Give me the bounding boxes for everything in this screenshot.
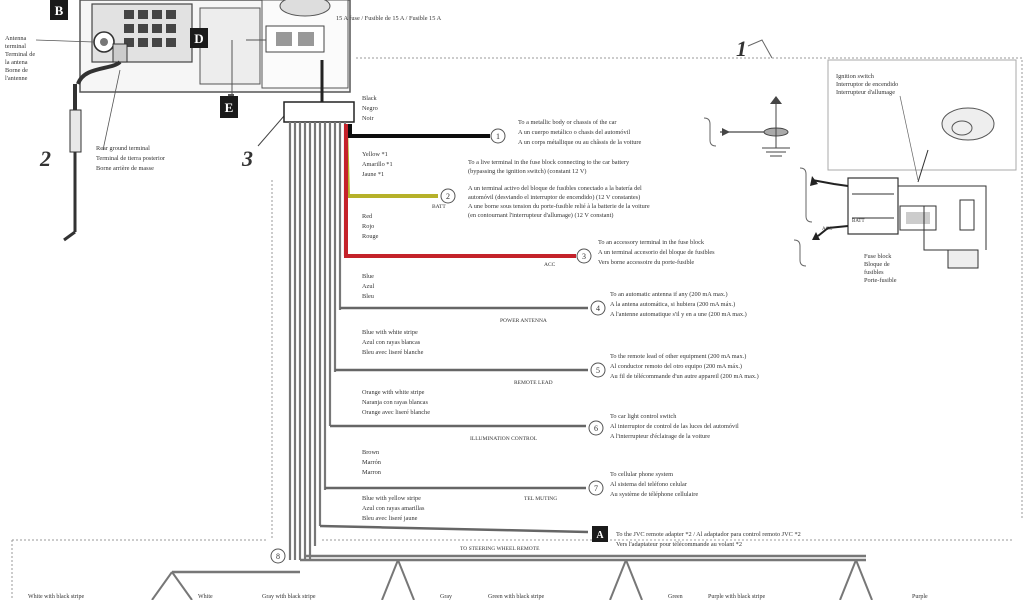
svg-text:7: 7 (594, 484, 598, 493)
svg-text:Green: Green (668, 594, 683, 600)
svg-text:Rear ground terminal: Rear ground terminal (96, 145, 150, 152)
svg-text:Interruptor de encendido: Interruptor de encendido (836, 81, 899, 88)
svg-text:Rouge: Rouge (362, 233, 379, 240)
svg-text:POWER ANTENNA: POWER ANTENNA (500, 318, 547, 324)
svg-text:l'antenne: l'antenne (5, 75, 28, 82)
svg-text:Azul con rayas amarillas: Azul con rayas amarillas (362, 505, 425, 512)
svg-text:Al sistema del teléfono celula: Al sistema del teléfono celular (610, 481, 687, 488)
svg-text:Rojo: Rojo (362, 223, 375, 230)
svg-text:To cellular phone system: To cellular phone system (610, 471, 674, 478)
svg-text:To car light control switch: To car light control switch (610, 413, 677, 420)
svg-text:Vers borne accessoire du porte: Vers borne accessoire du porte-fusible (598, 259, 695, 266)
svg-text:Au fil de télécommande d'un au: Au fil de télécommande d'un autre appareil (200 mA max.) (610, 373, 759, 380)
svg-text:Blue with yellow stripe: Blue with yellow stripe (362, 495, 421, 502)
svg-text:Noir: Noir (362, 115, 374, 122)
svg-text:Jaune *1: Jaune *1 (362, 171, 385, 178)
svg-text:Negro: Negro (362, 105, 378, 112)
svg-text:Au système de téléphone cellul: Au système de téléphone cellulaire (610, 491, 699, 498)
svg-text:ACC: ACC (544, 262, 556, 268)
harness-connector (284, 102, 354, 122)
svg-text:8: 8 (276, 552, 280, 561)
svg-text:1: 1 (496, 132, 500, 141)
svg-text:ILLUMINATION CONTROL: ILLUMINATION CONTROL (470, 436, 538, 442)
rear-ground-label (96, 145, 166, 172)
svg-text:A un cuerpo metálico o chasis: A un cuerpo metálico o chasis del automóvil (518, 129, 631, 136)
callout-3: 3 (242, 146, 253, 171)
descriptions (468, 119, 801, 548)
svg-text:Antenna: Antenna (5, 35, 27, 42)
svg-text:A l'interrupteur d'éclairage d: A l'interrupteur d'éclairage de la voiture (610, 433, 711, 440)
svg-text:Gray: Gray (440, 594, 452, 600)
svg-text:Green with black stripe: Green with black stripe (488, 594, 545, 600)
fuse-block (848, 178, 898, 234)
bracket-1 (704, 118, 716, 146)
svg-text:2: 2 (446, 192, 450, 201)
svg-text:Fuse block: Fuse block (864, 253, 892, 260)
svg-text:B: B (54, 3, 64, 18)
svg-text:Interrupteur d'allumage: Interrupteur d'allumage (836, 89, 896, 96)
svg-text:terminal: terminal (5, 43, 26, 50)
svg-text:Ignition switch: Ignition switch (836, 73, 874, 80)
svg-text:To the remote lead of other eq: To the remote lead of other equipment (200 mA max.) (610, 353, 747, 360)
svg-text:To an accessory terminal in th: To an accessory terminal in the fuse block (598, 239, 705, 246)
svg-text:Blue with white stripe: Blue with white stripe (362, 329, 418, 336)
batt-tag: BATT (852, 219, 865, 224)
svg-text:White with black stripe: White with black stripe (28, 594, 85, 600)
svg-text:A: A (596, 530, 604, 541)
svg-text:To a metallic body or chassis: To a metallic body or chassis of the car (518, 119, 617, 126)
svg-text:To the JVC remote adapter *2 /: To the JVC remote adapter *2 / Al adaptador para control remoto JVC *2 (616, 531, 801, 538)
svg-text:Purple: Purple (912, 594, 928, 600)
chassis-ground (720, 96, 790, 156)
box-label-a (592, 526, 608, 542)
svg-text:Brown: Brown (362, 449, 380, 456)
box-label-e (220, 96, 238, 118)
svg-text:REMOTE LEAD: REMOTE LEAD (514, 380, 553, 386)
svg-text:Marrón: Marrón (362, 459, 381, 466)
svg-text:Azul con rayas blancas: Azul con rayas blancas (362, 339, 421, 346)
svg-text:Azul: Azul (362, 283, 375, 290)
fuse-holder (266, 26, 324, 52)
svg-text:Yellow *1: Yellow *1 (362, 151, 388, 158)
svg-text:A un corps métallique ou au ch: A un corps métallique ou au châssis de la voiture (518, 139, 642, 146)
svg-text:A la antena automática, si hub: A la antena automática, si hubiera (200 mA máx.) (610, 301, 736, 308)
svg-text:Borne de: Borne de (5, 67, 28, 74)
svg-text:Orange with white stripe: Orange with white stripe (362, 389, 425, 396)
svg-text:To an automatic antenna if any: To an automatic antenna if any (200 mA max.) (610, 291, 728, 298)
svg-text:3: 3 (582, 252, 586, 261)
bracket-3 (794, 240, 806, 266)
battery (948, 250, 978, 268)
antenna-terminal-label (5, 35, 35, 82)
svg-text:fusibles: fusibles (864, 269, 884, 276)
svg-text:E: E (224, 100, 234, 115)
svg-text:A un terminal accesorio del bl: A un terminal accesorio del bloque de fusibles (598, 249, 715, 256)
callout-2: 2 (40, 146, 51, 171)
svg-text:Al interruptor de control de l: Al interruptor de control de las luces del automóvil (610, 423, 739, 430)
speaker-wire-labels (28, 594, 928, 600)
svg-text:TO STEERING WHEEL REMOTE: TO STEERING WHEEL REMOTE (460, 546, 540, 552)
fuse-label: 15 A fuse / Fusible de 15 A / Fusible 15 A (336, 15, 442, 22)
svg-text:Orange avec liseré blanche: Orange avec liseré blanche (362, 409, 431, 416)
svg-text:BATT: BATT (432, 204, 446, 210)
svg-text:A un terminal activo del bloqu: A un terminal activo del bloque de fusibles conectado a la batería del (468, 185, 642, 192)
svg-text:TEL MUTING: TEL MUTING (524, 496, 558, 502)
svg-text:automóvil (desviando el interr: automóvil (desviando el interruptor de encendido) (12 V constantes) (468, 194, 641, 201)
svg-text:(bypassing the ignition switch: (bypassing the ignition switch) (constant 12 V) (468, 168, 587, 175)
svg-text:White: White (198, 594, 213, 600)
svg-text:Red: Red (362, 213, 373, 220)
svg-text:A l'antenne automatique s'il y: A l'antenne automatique s'il y en a une (200 mA max.) (610, 311, 747, 318)
svg-text:4: 4 (596, 304, 600, 313)
svg-text:Porte-fusible: Porte-fusible (864, 277, 897, 284)
svg-text:la antena: la antena (5, 59, 28, 66)
callout-1: 1 (736, 36, 747, 61)
svg-text:(en contournant l'interrupteur: (en contournant l'interrupteur d'allumage) (12 V constant) (468, 212, 614, 219)
svg-text:5: 5 (596, 366, 600, 375)
svg-text:Borne arrière de masse: Borne arrière de masse (96, 165, 154, 172)
bracket-2 (800, 168, 812, 222)
svg-text:Black: Black (362, 95, 377, 102)
svg-text:Blue: Blue (362, 273, 374, 280)
svg-text:Al conductor remoto del otro e: Al conductor remoto del otro equipo (200 mA máx.) (610, 363, 743, 370)
wire-harness (172, 60, 866, 572)
svg-text:Bleu: Bleu (362, 293, 374, 300)
black-wire (350, 124, 490, 136)
svg-text:Amarillo *1: Amarillo *1 (362, 161, 393, 168)
svg-text:A une borne sous tension du po: A une borne sous tension du porte-fusible relié à la batterie de la voiture (468, 203, 650, 210)
acc-tag: ACC (822, 227, 833, 232)
svg-text:Terminal de tierra posterior: Terminal de tierra posterior (96, 155, 165, 162)
svg-text:Purple with black stripe: Purple with black stripe (708, 594, 766, 600)
svg-text:Naranja con rayas blancas: Naranja con rayas blancas (362, 399, 428, 406)
fuse-block-label (864, 253, 897, 284)
box-label-d (190, 28, 208, 48)
svg-text:Gray with black stripe: Gray with black stripe (262, 594, 316, 600)
svg-text:Vers l'adaptateur pour télécom: Vers l'adaptateur pour télécommande au volant *2 (616, 541, 742, 548)
svg-text:D: D (194, 31, 204, 46)
svg-text:Marron: Marron (362, 469, 381, 476)
svg-text:Bloque de: Bloque de (864, 261, 890, 268)
svg-text:To a live terminal in the fuse: To a live terminal in the fuse block connecting to the car battery (468, 159, 630, 166)
svg-text:Bleu avec liseré jaune: Bleu avec liseré jaune (362, 515, 418, 522)
svg-text:Terminal de: Terminal de (5, 51, 36, 58)
svg-text:6: 6 (594, 424, 598, 433)
box-label-b (50, 0, 68, 20)
svg-text:Bleu avec liseré blanche: Bleu avec liseré blanche (362, 349, 424, 356)
